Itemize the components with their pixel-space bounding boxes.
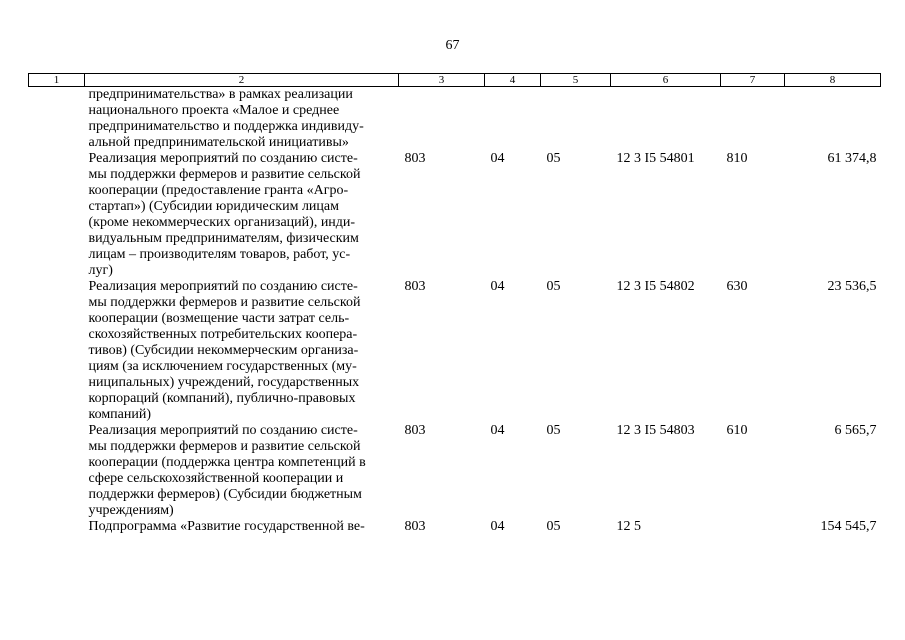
amount: 23 536,5 [827,279,877,294]
item-name-line: циям (за исключением государственных (му- [88,359,357,374]
item-name-line: мы поддержки фермеров и развитие сельской [88,295,361,310]
target-article: 12 5 [616,519,641,534]
item-name-line: ниципальных) учреждений, государственных [88,375,360,390]
expense-type [721,519,785,535]
item-name-line: луг) [88,263,113,278]
row-number-cell [29,519,85,535]
target-article: 12 3 I5 54803 [616,423,695,438]
item-name-line: тивов) (Субсидии некоммерческим организа- [88,343,359,358]
column-number-7: 7 [721,74,785,87]
column-number-6: 6 [611,74,721,87]
subsection-code: 05 [546,151,561,166]
subsection-code: 05 [546,519,561,534]
item-name-line: (кроме некоммерческих организаций), инди- [88,215,356,230]
table-row [29,519,881,535]
item-name-line: скохозяйственных потребительских коопера- [88,327,358,342]
item-name-line: Реализация мероприятий по созданию систе- [88,279,358,294]
item-name [85,151,399,279]
column-number-1: 1 [29,74,85,87]
target-article: 12 3 I5 54802 [616,279,695,294]
target-article: 12 3 I5 54801 [616,151,695,166]
item-name-line: видуальным предпринимателям, физическим [88,231,359,246]
item-name-line: Реализация мероприятий по созданию систе- [88,151,358,166]
item-name-line: национального проекта «Малое и среднее [88,103,340,118]
row-number-cell [29,87,85,152]
section-code: 04 [490,151,505,166]
item-name-line: кооперации (поддержка центра компетенций в [88,455,366,470]
table-row [29,87,881,152]
table-row [29,423,881,519]
expense-type: 810 [726,151,748,166]
ministry-code [399,87,485,152]
budget-table [28,73,881,535]
row-number-cell [29,151,85,279]
ministry-code: 803 [404,279,426,294]
column-number-row [29,74,881,87]
column-number-2: 2 [85,74,399,87]
column-number-8: 8 [785,74,881,87]
row-number-cell [29,279,85,423]
table-row [29,151,881,279]
section-code: 04 [490,423,505,438]
item-name-line: мы поддержки фермеров и развитие сельской [88,167,361,182]
item-name [85,423,399,519]
amount: 61 374,8 [827,151,877,166]
item-name-line: кооперации (предоставление гранта «Агро- [88,183,349,198]
item-name-line: лицам – производителям товаров, работ, ус- [88,247,351,262]
subsection-code: 05 [546,423,561,438]
ministry-code: 803 [404,423,426,438]
column-number-5: 5 [541,74,611,87]
amount: 154 545,7 [820,519,877,534]
item-name-line: Реализация мероприятий по созданию систе- [88,423,358,438]
expense-type: 630 [726,279,748,294]
section-code [485,87,541,152]
item-name-line: предпринимательство и поддержка индивиду- [88,119,364,134]
target-article [611,87,721,152]
expense-type [721,87,785,152]
item-name-line: альной предпринимательской инициативы» [88,135,349,150]
expense-type: 610 [726,423,748,438]
item-name-line: корпораций (компаний), публично-правовых [88,391,356,406]
page-number: 67 [445,38,460,53]
subsection-code [541,87,611,152]
column-number-3: 3 [399,74,485,87]
item-name-line: сфере сельскохозяйственной кооперации и [88,471,344,486]
section-code: 04 [490,279,505,294]
ministry-code: 803 [404,519,426,534]
item-name-line: Подпрограмма «Развитие государственной ве- [88,519,365,534]
item-name [85,87,399,152]
table-header [29,74,881,87]
item-name-line: стартап») (Субсидии юридическим лицам [88,199,339,214]
item-name [85,519,399,535]
item-name-line: поддержки фермеров) (Субсидии бюджетным [88,487,362,502]
amount [785,87,881,152]
item-name-line: мы поддержки фермеров и развитие сельской [88,439,361,454]
item-name [85,279,399,423]
subsection-code: 05 [546,279,561,294]
section-code: 04 [490,519,505,534]
column-number-4: 4 [485,74,541,87]
amount: 6 565,7 [834,423,877,438]
table-body [29,87,881,536]
item-name-line: компаний) [88,407,152,422]
item-name-line: кооперации (возмещение части затрат сель- [88,311,350,326]
item-name-line: предпринимательства» в рамках реализации [88,87,353,102]
item-name-line: учреждениям) [88,503,174,518]
ministry-code: 803 [404,151,426,166]
table-row [29,279,881,423]
row-number-cell [29,423,85,519]
